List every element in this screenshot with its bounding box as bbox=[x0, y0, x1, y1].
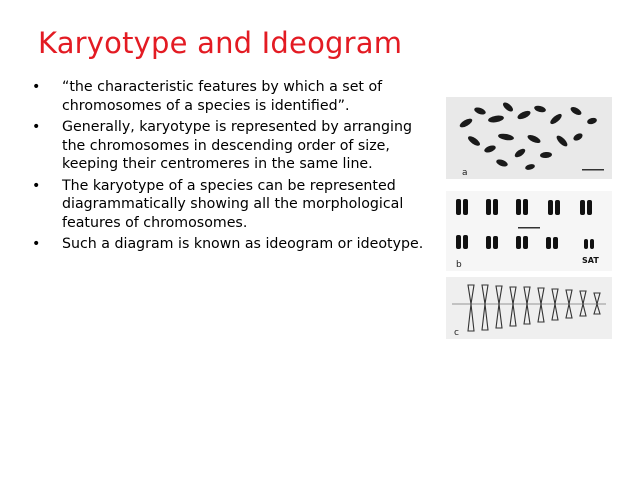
bullet-text: The karyotype of a species can be represented diagrammatically showing all the morphological features of chromosomes. bbox=[62, 177, 404, 231]
panel-c-label: c bbox=[454, 328, 459, 338]
bullet-item bbox=[30, 118, 425, 174]
bullet-text: Such a diagram is known as ideogram or ideotype. bbox=[62, 236, 424, 252]
bullet-text: Generally, karyotype is represented by arranging the chromosomes in descending order of size, keeping their centromeres in the same line. bbox=[62, 119, 412, 172]
slide-title: Karyotype and Ideogram bbox=[38, 26, 403, 60]
bullet-marker: • bbox=[32, 119, 41, 135]
bullet-marker: • bbox=[32, 236, 41, 252]
panel-a-label: a bbox=[462, 168, 468, 178]
bullet-marker: • bbox=[32, 79, 41, 95]
bullet-item bbox=[30, 78, 425, 115]
bullet-list bbox=[30, 78, 425, 257]
sat-label: SAT bbox=[582, 256, 599, 265]
bullet-item bbox=[30, 177, 425, 233]
panel-b-label: b bbox=[456, 260, 462, 270]
bullet-marker: • bbox=[32, 177, 41, 194]
karyotype-image bbox=[446, 191, 612, 271]
bullet-text: “the characteristic features by which a set of chromosomes of a species is identified”. bbox=[62, 79, 383, 114]
metaphase-spread-image bbox=[446, 97, 612, 179]
ideogram-image bbox=[446, 277, 612, 339]
bullet-item bbox=[30, 235, 425, 254]
